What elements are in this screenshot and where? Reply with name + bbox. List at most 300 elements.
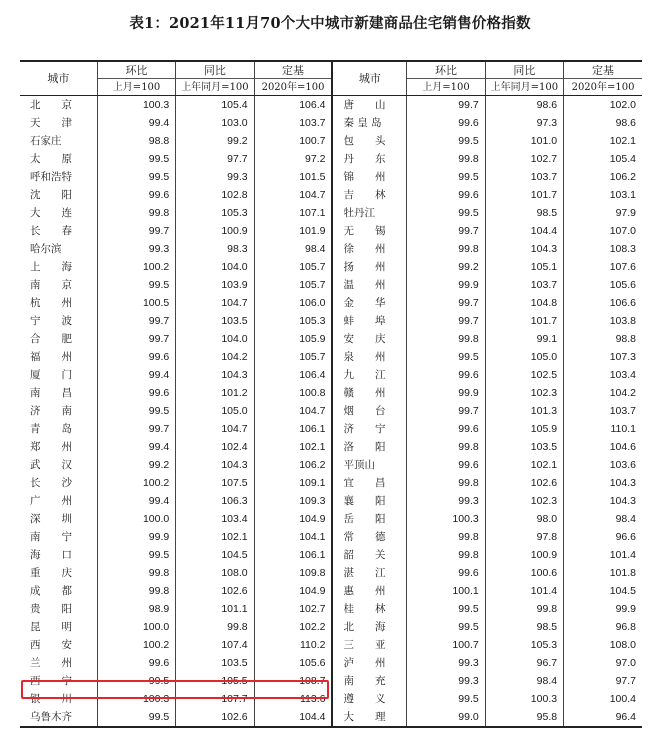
yoy-cell: 101.7 (485, 312, 563, 330)
city-cell: 银 川 (30, 693, 72, 705)
mom-cell: 99.6 (97, 186, 175, 204)
city-cell: 北 海 (343, 621, 386, 633)
city-cell: 宜 昌 (343, 477, 386, 489)
city-cell: 湛 江 (343, 567, 386, 579)
mom-cell: 100.3 (407, 510, 485, 528)
mom-cell: 100.2 (97, 636, 175, 654)
mom-cell: 99.5 (97, 402, 175, 420)
table-row (20, 114, 642, 132)
yoy-cell: 103.0 (176, 114, 254, 132)
fixed-cell: 101.5 (254, 168, 332, 186)
city-cell: 遵 义 (343, 693, 386, 705)
mom-cell: 99.7 (97, 420, 175, 438)
city-cell: 常 德 (343, 531, 386, 543)
city-cell: 洛 阳 (343, 441, 386, 453)
table-row (20, 528, 642, 546)
yoy-cell: 101.4 (485, 582, 563, 600)
mom-cell: 99.8 (97, 204, 175, 222)
city-cell: 沈 阳 (30, 189, 72, 201)
fixed-cell: 98.8 (564, 330, 642, 348)
yoy-cell: 101.7 (485, 186, 563, 204)
mom-cell: 99.5 (97, 672, 175, 690)
table-row (20, 366, 642, 384)
fixed-cell: 105.6 (564, 276, 642, 294)
mom-cell: 100.1 (407, 582, 485, 600)
mom-cell: 99.9 (407, 276, 485, 294)
table-row (20, 438, 642, 456)
table-row (20, 276, 642, 294)
fixed-cell: 103.8 (564, 312, 642, 330)
yoy-cell: 105.3 (485, 636, 563, 654)
yoy-cell: 98.5 (485, 618, 563, 636)
fixed-cell: 106.2 (254, 456, 332, 474)
fixed-cell: 107.3 (564, 348, 642, 366)
city-cell: 韶 关 (343, 549, 386, 561)
mom-cell: 100.2 (97, 258, 175, 276)
yoy-cell: 102.3 (485, 492, 563, 510)
table-row (20, 564, 642, 582)
mom-cell: 99.4 (97, 366, 175, 384)
mom-cell: 99.6 (407, 564, 485, 582)
mom-cell: 99.5 (407, 168, 485, 186)
yoy-cell: 102.1 (485, 456, 563, 474)
yoy-cell: 101.1 (176, 600, 254, 618)
fixed-cell: 110.1 (564, 420, 642, 438)
fixed-cell: 108.7 (254, 672, 332, 690)
table-row (20, 168, 642, 186)
header-yoy-left: 同比 (176, 61, 254, 79)
mom-cell: 99.5 (407, 204, 485, 222)
city-cell: 牡丹江 (343, 207, 375, 219)
fixed-cell: 109.1 (254, 474, 332, 492)
yoy-cell: 102.3 (485, 384, 563, 402)
mom-cell: 100.2 (97, 474, 175, 492)
yoy-cell: 104.4 (485, 222, 563, 240)
fixed-cell: 101.4 (564, 546, 642, 564)
table-row (20, 294, 642, 312)
city-cell: 秦 皇 岛 (343, 117, 382, 129)
fixed-cell: 104.7 (254, 402, 332, 420)
fixed-cell: 100.7 (254, 132, 332, 150)
mom-cell: 99.4 (97, 114, 175, 132)
header-yoy-base-left: 上年同月=100 (176, 79, 254, 96)
city-cell: 锦 州 (343, 171, 386, 183)
yoy-cell: 104.3 (485, 240, 563, 258)
fixed-cell: 103.6 (564, 456, 642, 474)
header-fixed-base-left: 2020年=100 (254, 79, 332, 96)
yoy-cell: 106.3 (176, 492, 254, 510)
fixed-cell: 96.4 (564, 708, 642, 727)
mom-cell: 99.4 (97, 492, 175, 510)
city-cell: 福 州 (30, 351, 72, 363)
table-header (20, 61, 642, 96)
table-row (20, 672, 642, 690)
city-cell: 南 昌 (30, 387, 72, 399)
fixed-cell: 106.2 (564, 168, 642, 186)
yoy-cell: 96.7 (485, 654, 563, 672)
city-cell: 丹 东 (343, 153, 386, 165)
mom-cell: 99.8 (407, 546, 485, 564)
yoy-cell: 98.6 (485, 96, 563, 115)
city-cell: 青 岛 (30, 423, 72, 435)
city-cell: 哈尔滨 (30, 243, 62, 255)
yoy-cell: 105.0 (176, 402, 254, 420)
yoy-cell: 103.4 (176, 510, 254, 528)
mom-cell: 99.6 (407, 114, 485, 132)
yoy-cell: 100.9 (485, 546, 563, 564)
table-title: 表1：2021年11月70个大中城市新建商品住宅销售价格指数 (129, 15, 531, 32)
mom-cell: 99.7 (407, 312, 485, 330)
city-cell: 南 宁 (30, 531, 72, 543)
mom-cell: 99.7 (407, 96, 485, 115)
yoy-cell: 100.9 (176, 222, 254, 240)
mom-cell: 99.8 (407, 150, 485, 168)
mom-cell: 99.5 (97, 546, 175, 564)
fixed-cell: 104.9 (254, 510, 332, 528)
fixed-cell: 99.9 (564, 600, 642, 618)
city-cell: 平顶山 (343, 459, 375, 471)
fixed-cell: 109.8 (254, 564, 332, 582)
fixed-cell: 103.7 (564, 402, 642, 420)
mom-cell: 99.8 (97, 582, 175, 600)
yoy-cell: 101.0 (485, 132, 563, 150)
fixed-cell: 96.6 (564, 528, 642, 546)
fixed-cell: 105.7 (254, 348, 332, 366)
fixed-cell: 105.7 (254, 276, 332, 294)
yoy-cell: 103.5 (485, 438, 563, 456)
table-row (20, 330, 642, 348)
fixed-cell: 101.9 (254, 222, 332, 240)
mom-cell: 99.8 (407, 240, 485, 258)
table-row (20, 582, 642, 600)
city-cell: 贵 阳 (30, 603, 72, 615)
table-row (20, 384, 642, 402)
mom-cell: 99.7 (97, 312, 175, 330)
city-cell: 重 庆 (30, 567, 72, 579)
mom-cell: 99.3 (407, 492, 485, 510)
yoy-cell: 105.0 (485, 348, 563, 366)
header-mom-left: 环比 (97, 61, 175, 79)
yoy-cell: 102.5 (485, 366, 563, 384)
city-cell: 扬 州 (343, 261, 386, 273)
city-cell: 上 海 (30, 261, 72, 273)
mom-cell: 100.0 (97, 510, 175, 528)
table-body (20, 96, 642, 728)
city-cell: 天 津 (30, 117, 72, 129)
city-cell: 济 南 (30, 405, 72, 417)
city-cell: 成 都 (30, 585, 72, 597)
mom-cell: 99.4 (97, 438, 175, 456)
city-cell: 唐 山 (343, 99, 386, 111)
yoy-cell: 105.5 (176, 672, 254, 690)
mom-cell: 99.6 (407, 420, 485, 438)
header-city-right: 城市 (332, 61, 406, 96)
yoy-cell: 102.4 (176, 438, 254, 456)
yoy-cell: 99.2 (176, 132, 254, 150)
city-cell: 赣 州 (343, 387, 386, 399)
table-row (20, 636, 642, 654)
city-cell: 深 圳 (30, 513, 72, 525)
fixed-cell: 104.3 (564, 474, 642, 492)
fixed-cell: 97.7 (564, 672, 642, 690)
mom-cell: 99.6 (97, 348, 175, 366)
yoy-cell: 97.7 (176, 150, 254, 168)
fixed-cell: 98.4 (254, 240, 332, 258)
fixed-cell: 107.1 (254, 204, 332, 222)
mom-cell: 99.8 (407, 438, 485, 456)
city-cell: 郑 州 (30, 441, 72, 453)
city-cell: 宁 波 (30, 315, 72, 327)
yoy-cell: 100.6 (485, 564, 563, 582)
yoy-cell: 101.3 (485, 402, 563, 420)
city-cell: 石家庄 (30, 135, 62, 147)
fixed-cell: 106.4 (254, 96, 332, 115)
fixed-cell: 102.7 (254, 600, 332, 618)
fixed-cell: 104.5 (564, 582, 642, 600)
city-cell: 呼和浩特 (30, 171, 72, 183)
yoy-cell: 104.0 (176, 330, 254, 348)
table-row (20, 474, 642, 492)
fixed-cell: 102.1 (564, 132, 642, 150)
fixed-cell: 108.3 (564, 240, 642, 258)
table-row (20, 258, 642, 276)
city-cell: 温 州 (343, 279, 386, 291)
yoy-cell: 104.3 (176, 456, 254, 474)
table-row (20, 708, 642, 727)
fixed-cell: 104.1 (254, 528, 332, 546)
city-cell: 海 口 (30, 549, 72, 561)
mom-cell: 99.6 (407, 456, 485, 474)
fixed-cell: 105.4 (564, 150, 642, 168)
city-cell: 南 充 (343, 675, 386, 687)
yoy-cell: 103.5 (176, 654, 254, 672)
header-yoy-right: 同比 (485, 61, 563, 79)
mom-cell: 99.3 (407, 672, 485, 690)
table-row (20, 402, 642, 420)
mom-cell: 99.7 (407, 222, 485, 240)
fixed-cell: 101.8 (564, 564, 642, 582)
city-cell: 西 宁 (30, 675, 72, 687)
city-cell: 乌鲁木齐 (20, 708, 97, 727)
fixed-cell: 98.6 (564, 114, 642, 132)
city-cell: 惠 州 (343, 585, 386, 597)
mom-cell: 99.0 (407, 708, 485, 727)
city-cell: 桂 林 (343, 603, 386, 615)
mom-cell: 100.3 (97, 96, 175, 115)
table-row (20, 546, 642, 564)
header-fixed-left: 定基 (254, 61, 332, 79)
fixed-cell: 113.6 (254, 690, 332, 708)
mom-cell: 99.5 (407, 600, 485, 618)
fixed-cell: 105.9 (254, 330, 332, 348)
yoy-cell: 103.7 (485, 168, 563, 186)
mom-cell: 99.5 (97, 708, 175, 727)
city-cell: 合 肥 (30, 333, 72, 345)
mom-cell: 99.7 (407, 402, 485, 420)
header-mom-right: 环比 (407, 61, 485, 79)
fixed-cell: 107.0 (564, 222, 642, 240)
city-cell: 包 头 (343, 135, 386, 147)
table-row (20, 186, 642, 204)
city-cell: 杭 州 (30, 297, 72, 309)
city-cell: 武 汉 (30, 459, 72, 471)
city-cell: 兰 州 (30, 657, 72, 669)
table-row (20, 492, 642, 510)
fixed-cell: 104.3 (564, 492, 642, 510)
fixed-cell: 106.6 (564, 294, 642, 312)
header-fixed-base-right: 2020年=100 (564, 79, 642, 96)
fixed-cell: 110.2 (254, 636, 332, 654)
city-cell: 厦 门 (30, 369, 72, 381)
yoy-cell: 103.5 (176, 312, 254, 330)
fixed-cell: 105.6 (254, 654, 332, 672)
city-cell: 南 京 (30, 279, 72, 291)
mom-cell: 99.8 (407, 474, 485, 492)
city-cell: 昆 明 (30, 621, 72, 633)
fixed-cell: 100.4 (564, 690, 642, 708)
city-cell: 蚌 埠 (343, 315, 386, 327)
fixed-cell: 97.9 (564, 204, 642, 222)
yoy-cell: 99.3 (176, 168, 254, 186)
mom-cell: 99.7 (407, 294, 485, 312)
yoy-cell: 104.7 (176, 294, 254, 312)
city-cell: 广 州 (30, 495, 72, 507)
fixed-cell: 102.1 (254, 438, 332, 456)
city-cell: 襄 阳 (343, 495, 386, 507)
mom-cell: 99.6 (407, 186, 485, 204)
mom-cell: 99.9 (407, 384, 485, 402)
yoy-cell: 97.8 (485, 528, 563, 546)
yoy-cell: 103.7 (485, 276, 563, 294)
table-row (20, 600, 642, 618)
table-row (20, 348, 642, 366)
fixed-cell: 104.6 (564, 438, 642, 456)
mom-cell: 99.9 (97, 528, 175, 546)
fixed-cell: 96.8 (564, 618, 642, 636)
table-row (20, 150, 642, 168)
yoy-cell: 104.3 (176, 366, 254, 384)
mom-cell: 99.8 (407, 330, 485, 348)
yoy-cell: 102.6 (176, 708, 254, 727)
fixed-cell: 103.1 (564, 186, 642, 204)
yoy-cell: 98.0 (485, 510, 563, 528)
table-row (20, 240, 642, 258)
table-row (20, 420, 642, 438)
yoy-cell: 99.1 (485, 330, 563, 348)
yoy-cell: 104.2 (176, 348, 254, 366)
city-cell: 无 锡 (343, 225, 386, 237)
yoy-cell: 102.6 (176, 582, 254, 600)
mom-cell: 99.5 (97, 150, 175, 168)
city-cell: 太 原 (30, 153, 72, 165)
city-cell: 九 江 (343, 369, 386, 381)
yoy-cell: 102.8 (176, 186, 254, 204)
city-cell: 泉 州 (343, 351, 386, 363)
city-cell: 烟 台 (343, 405, 386, 417)
yoy-cell: 107.7 (176, 690, 254, 708)
city-cell: 长 春 (30, 225, 72, 237)
city-cell: 三 亚 (343, 639, 386, 651)
fixed-cell: 105.7 (254, 258, 332, 276)
mom-cell: 99.5 (407, 618, 485, 636)
city-cell: 长 沙 (30, 477, 72, 489)
fixed-cell: 103.4 (564, 366, 642, 384)
yoy-cell: 102.6 (485, 474, 563, 492)
table-row (20, 96, 642, 115)
city-cell: 安 庆 (343, 333, 386, 345)
yoy-cell: 98.4 (485, 672, 563, 690)
fixed-cell: 103.7 (254, 114, 332, 132)
city-cell: 徐 州 (343, 243, 386, 255)
header-mom-base-right: 上月=100 (407, 79, 485, 96)
mom-cell: 98.9 (97, 600, 175, 618)
table-row (20, 690, 642, 708)
mom-cell: 99.6 (407, 366, 485, 384)
fixed-cell: 104.9 (254, 582, 332, 600)
yoy-cell: 98.3 (176, 240, 254, 258)
fixed-cell: 104.4 (254, 708, 332, 727)
mom-cell: 99.7 (97, 330, 175, 348)
yoy-cell: 105.4 (176, 96, 254, 115)
fixed-cell: 107.6 (564, 258, 642, 276)
header-yoy-base-right: 上年同月=100 (485, 79, 563, 96)
mom-cell: 99.8 (97, 564, 175, 582)
fixed-cell: 106.1 (254, 420, 332, 438)
table-row (20, 456, 642, 474)
yoy-cell: 107.5 (176, 474, 254, 492)
mom-cell: 99.8 (407, 528, 485, 546)
fixed-cell: 100.8 (254, 384, 332, 402)
fixed-cell: 97.0 (564, 654, 642, 672)
city-cell: 大 连 (30, 207, 72, 219)
table-row (20, 222, 642, 240)
city-cell: 北 京 (30, 99, 72, 111)
yoy-cell: 105.3 (176, 204, 254, 222)
yoy-cell: 98.5 (485, 204, 563, 222)
fixed-cell: 106.1 (254, 546, 332, 564)
city-cell: 泸 州 (343, 657, 386, 669)
city-cell: 大 理 (332, 708, 406, 727)
mom-cell: 99.2 (97, 456, 175, 474)
yoy-cell: 99.8 (176, 618, 254, 636)
city-cell: 岳 阳 (343, 513, 386, 525)
yoy-cell: 101.2 (176, 384, 254, 402)
fixed-cell: 97.2 (254, 150, 332, 168)
yoy-cell: 97.3 (485, 114, 563, 132)
fixed-cell: 102.2 (254, 618, 332, 636)
price-index-table (20, 60, 642, 728)
yoy-cell: 102.1 (176, 528, 254, 546)
table-row (20, 132, 642, 150)
yoy-cell: 100.3 (485, 690, 563, 708)
yoy-cell: 104.0 (176, 258, 254, 276)
mom-cell: 99.7 (97, 222, 175, 240)
mom-cell: 99.5 (407, 348, 485, 366)
fixed-cell: 98.4 (564, 510, 642, 528)
fixed-cell: 105.3 (254, 312, 332, 330)
fixed-cell: 104.7 (254, 186, 332, 204)
yoy-cell: 104.8 (485, 294, 563, 312)
fixed-cell: 104.2 (564, 384, 642, 402)
city-cell: 吉 林 (343, 189, 386, 201)
mom-cell: 99.6 (97, 384, 175, 402)
mom-cell: 99.6 (97, 654, 175, 672)
header-city-left: 城市 (20, 61, 97, 96)
yoy-cell: 104.7 (176, 420, 254, 438)
mom-cell: 100.0 (97, 618, 175, 636)
mom-cell: 99.2 (407, 258, 485, 276)
yoy-cell: 103.9 (176, 276, 254, 294)
